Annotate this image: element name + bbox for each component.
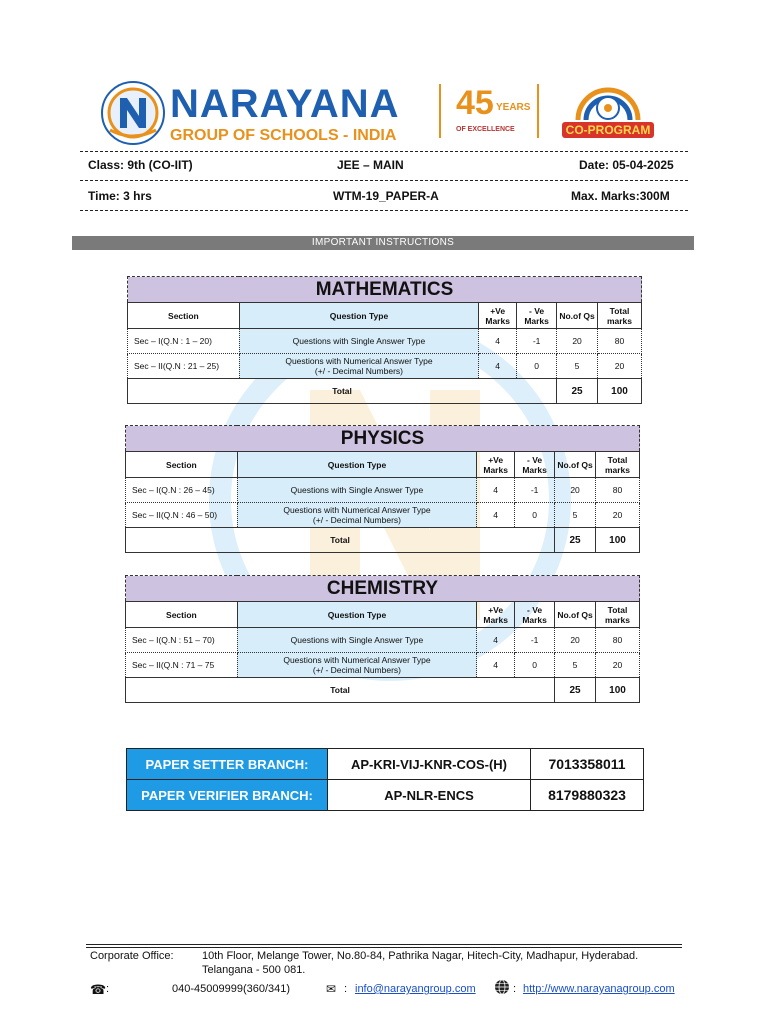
header-no-qs: No.of Qs <box>555 452 596 478</box>
footer-rule <box>86 947 682 948</box>
total-row <box>128 379 642 404</box>
anniversary-number: 45 <box>456 84 494 122</box>
header-no-qs: No.of Qs <box>557 303 598 329</box>
total-marks: 100 <box>596 528 640 553</box>
header-neg-marks: - Ve Marks <box>515 602 555 628</box>
header-section: Section <box>126 602 238 628</box>
header-question-type: Question Type <box>237 452 476 478</box>
pos-marks-cell: 4 <box>479 354 517 379</box>
footer-rule <box>86 944 682 945</box>
anniversary-sub: OF EXCELLENCE <box>456 126 515 133</box>
class-label: Class: 9th (CO-IIT) <box>88 158 193 172</box>
question-type-cell <box>237 478 476 503</box>
phone-icon: ☎ <box>90 982 107 997</box>
total-label: Total <box>128 379 557 404</box>
date-label: Date: 05-04-2025 <box>579 158 674 172</box>
website-link[interactable]: http://www.narayanagroup.com <box>523 983 675 995</box>
header-question-type: Question Type <box>237 602 476 628</box>
header-pos-marks: +Ve Marks <box>479 303 517 329</box>
total-marks-cell: 80 <box>596 478 640 503</box>
pos-marks-cell: 4 <box>477 503 515 528</box>
co-program-logo <box>556 78 660 144</box>
num-qs-cell: 20 <box>555 478 596 503</box>
total-marks-cell: 20 <box>596 653 640 678</box>
header-total-marks: Total marks <box>596 452 640 478</box>
brand-block <box>170 84 400 146</box>
time-label: Time: 3 hrs <box>88 189 152 203</box>
address-line-2: Telangana - 500 081. <box>202 964 306 976</box>
subject-title-row <box>126 576 640 602</box>
section-cell: Sec – II(Q.N : 46 – 50) <box>126 503 238 528</box>
section-cell: Sec – II(Q.N : 71 – 75 <box>126 653 238 678</box>
total-marks-cell: 80 <box>596 628 640 653</box>
header-row <box>126 452 640 478</box>
instructions-banner: IMPORTANT INSTRUCTIONS <box>72 236 694 250</box>
total-label: Total <box>126 528 555 553</box>
verifier-branch-value: AP-NLR-ENCS <box>328 780 531 811</box>
question-type-cell <box>237 653 476 678</box>
total-marks-cell: 20 <box>598 354 642 379</box>
neg-marks-cell: -1 <box>517 329 557 354</box>
total-marks: 100 <box>596 678 640 703</box>
neg-marks-cell: -1 <box>515 478 555 503</box>
setter-branch-label: PAPER SETTER BRANCH: <box>127 749 328 780</box>
dashed-rule <box>80 151 688 152</box>
web-colon: : <box>513 983 517 995</box>
question-type-line: Questions with Single Answer Type <box>290 635 424 645</box>
divider <box>439 84 441 138</box>
branch-row <box>127 749 644 780</box>
co-program-text: CO-PROGRAM <box>565 123 651 137</box>
brand-name: NARAYANA <box>170 82 400 126</box>
header-pos-marks: +Ve Marks <box>477 602 515 628</box>
question-type-line: Questions with Numerical Answer Type <box>283 505 431 515</box>
branch-row <box>127 780 644 811</box>
header-section: Section <box>128 303 240 329</box>
neg-marks-cell: 0 <box>515 653 555 678</box>
branch-table <box>126 748 644 811</box>
neg-marks-cell: -1 <box>515 628 555 653</box>
pos-marks-cell: 4 <box>477 628 515 653</box>
corporate-office-label: Corporate Office: <box>90 950 174 962</box>
address-line-1: 10th Floor, Melange Tower, No.80-84, Pathrika Nagar, Hitech-City, Madhapur, Hyderabad. <box>202 950 639 962</box>
table-row <box>126 628 640 653</box>
divider <box>537 84 539 138</box>
header-total-marks: Total marks <box>598 303 642 329</box>
question-type-line: Questions with Single Answer Type <box>292 336 426 346</box>
paper-label: WTM-19_PAPER-A <box>333 189 439 203</box>
total-marks-cell: 20 <box>596 503 640 528</box>
exam-label: JEE – MAIN <box>337 158 404 172</box>
total-row <box>126 678 640 703</box>
question-type-line: Questions with Numerical Answer Type <box>283 655 431 665</box>
subject-title-row <box>126 426 640 452</box>
question-type-line: (+/ - Decimal Numbers) <box>312 665 402 675</box>
question-type-line: (+/ - Decimal Numbers) <box>312 515 402 525</box>
email-link[interactable]: info@narayangroup.com <box>355 983 476 995</box>
anniversary-word: YEARS <box>496 102 531 113</box>
total-row <box>126 528 640 553</box>
phone-colon: : <box>106 983 110 995</box>
num-qs-cell: 5 <box>555 653 596 678</box>
total-marks: 100 <box>598 379 642 404</box>
dashed-rule <box>80 210 688 211</box>
total-qs: 25 <box>555 528 596 553</box>
mail-icon: ✉ <box>326 982 337 996</box>
num-qs-cell: 20 <box>557 329 598 354</box>
phone-number: 040-45009999(360/341) <box>172 983 291 995</box>
subject-table <box>125 575 640 703</box>
question-type-cell <box>239 354 478 379</box>
table-row <box>126 478 640 503</box>
section-cell: Sec – I(Q.N : 1 – 20) <box>128 329 240 354</box>
header-row <box>126 602 640 628</box>
max-marks-label: Max. Marks:300M <box>571 189 670 203</box>
table-row <box>126 653 640 678</box>
brand-subtitle: GROUP OF SCHOOLS - INDIA <box>170 127 397 144</box>
question-type-line: (+/ - Decimal Numbers) <box>314 366 404 376</box>
question-type-cell <box>237 503 476 528</box>
neg-marks-cell: 0 <box>515 503 555 528</box>
subject-table <box>127 276 642 404</box>
table-row <box>128 354 642 379</box>
narayana-logo <box>100 80 166 146</box>
verifier-branch-phone: 8179880323 <box>531 780 644 811</box>
setter-branch-phone: 7013358011 <box>531 749 644 780</box>
header-neg-marks: - Ve Marks <box>517 303 557 329</box>
total-marks-cell: 80 <box>598 329 642 354</box>
header-section: Section <box>126 452 238 478</box>
num-qs-cell: 20 <box>555 628 596 653</box>
subject-title: MATHEMATICS <box>128 277 642 303</box>
anniversary-badge <box>456 84 531 140</box>
header-no-qs: No.of Qs <box>555 602 596 628</box>
subject-title: CHEMISTRY <box>126 576 640 602</box>
header-pos-marks: +Ve Marks <box>477 452 515 478</box>
question-type-line: Questions with Single Answer Type <box>290 485 424 495</box>
total-qs: 25 <box>557 379 598 404</box>
question-type-cell <box>237 628 476 653</box>
section-cell: Sec – I(Q.N : 51 – 70) <box>126 628 238 653</box>
section-cell: Sec – I(Q.N : 26 – 45) <box>126 478 238 503</box>
total-label: Total <box>126 678 555 703</box>
globe-icon <box>494 979 510 995</box>
question-type-line: Questions with Numerical Answer Type <box>285 356 433 366</box>
setter-branch-value: AP-KRI-VIJ-KNR-COS-(H) <box>328 749 531 780</box>
subject-table <box>125 425 640 553</box>
subject-title-row <box>128 277 642 303</box>
header-row <box>128 303 642 329</box>
total-qs: 25 <box>555 678 596 703</box>
header-question-type: Question Type <box>239 303 478 329</box>
verifier-branch-label: PAPER VERIFIER BRANCH: <box>127 780 328 811</box>
dashed-rule <box>80 180 688 181</box>
header-total-marks: Total marks <box>596 602 640 628</box>
pos-marks-cell: 4 <box>477 478 515 503</box>
subject-title: PHYSICS <box>126 426 640 452</box>
table-row <box>128 329 642 354</box>
question-type-cell <box>239 329 478 354</box>
table-row <box>126 503 640 528</box>
pos-marks-cell: 4 <box>477 653 515 678</box>
mail-colon: : <box>344 983 348 995</box>
num-qs-cell: 5 <box>557 354 598 379</box>
num-qs-cell: 5 <box>555 503 596 528</box>
header-neg-marks: - Ve Marks <box>515 452 555 478</box>
section-cell: Sec – II(Q.N : 21 – 25) <box>128 354 240 379</box>
neg-marks-cell: 0 <box>517 354 557 379</box>
pos-marks-cell: 4 <box>479 329 517 354</box>
